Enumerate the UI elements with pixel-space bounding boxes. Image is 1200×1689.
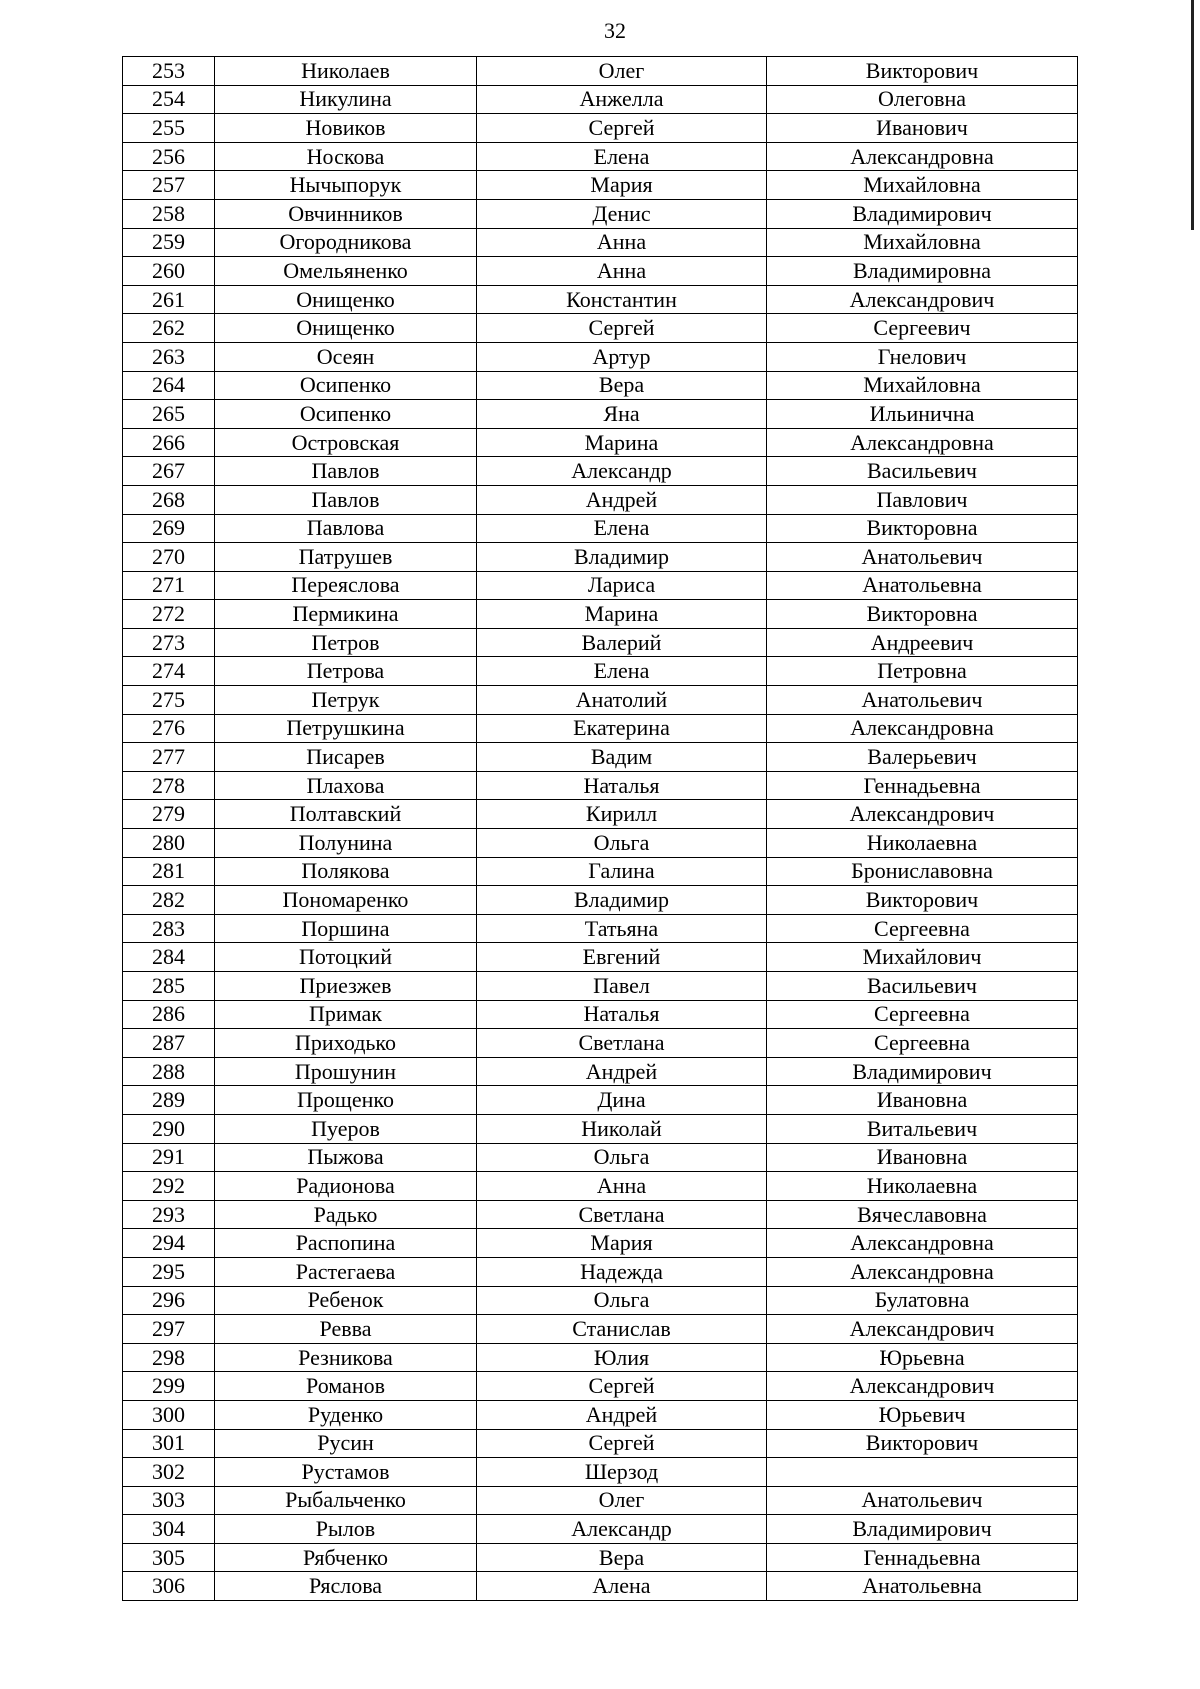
patronymic-cell: Викторовна (767, 514, 1078, 543)
row-number-cell: 281 (123, 857, 215, 886)
first-name-cell: Мария (477, 1229, 767, 1258)
row-number-cell: 262 (123, 314, 215, 343)
patronymic-cell: Александровна (767, 142, 1078, 171)
last-name-cell: Павлов (215, 485, 477, 514)
last-name-cell: Онищенко (215, 285, 477, 314)
table-row (123, 1400, 1078, 1429)
patronymic-cell: Андреевич (767, 628, 1078, 657)
last-name-cell: Осеян (215, 342, 477, 371)
patronymic-cell: Владимировна (767, 257, 1078, 286)
row-number-cell: 305 (123, 1543, 215, 1572)
last-name-cell: Полунина (215, 829, 477, 858)
first-name-cell: Галина (477, 857, 767, 886)
row-number-cell: 283 (123, 914, 215, 943)
first-name-cell: Денис (477, 199, 767, 228)
last-name-cell: Радионова (215, 1172, 477, 1201)
row-number-cell: 301 (123, 1429, 215, 1458)
row-number-cell: 270 (123, 543, 215, 572)
table-row (123, 400, 1078, 429)
row-number-cell: 287 (123, 1029, 215, 1058)
patronymic-cell: Александрович (767, 1372, 1078, 1401)
patronymic-cell: Юрьевна (767, 1343, 1078, 1372)
row-number-cell: 285 (123, 972, 215, 1001)
first-name-cell: Константин (477, 285, 767, 314)
patronymic-cell: Владимирович (767, 1057, 1078, 1086)
row-number-cell: 294 (123, 1229, 215, 1258)
last-name-cell: Овчинников (215, 199, 477, 228)
row-number-cell: 280 (123, 829, 215, 858)
row-number-cell: 293 (123, 1200, 215, 1229)
patronymic-cell: Александровна (767, 714, 1078, 743)
table-row (123, 714, 1078, 743)
first-name-cell: Сергей (477, 1372, 767, 1401)
table-row (123, 257, 1078, 286)
row-number-cell: 263 (123, 342, 215, 371)
row-number-cell: 266 (123, 428, 215, 457)
first-name-cell: Яна (477, 400, 767, 429)
first-name-cell: Анжелла (477, 85, 767, 114)
last-name-cell: Петрук (215, 686, 477, 715)
row-number-cell: 268 (123, 485, 215, 514)
first-name-cell: Олег (477, 57, 767, 86)
patronymic-cell: Владимирович (767, 199, 1078, 228)
row-number-cell: 269 (123, 514, 215, 543)
last-name-cell: Прошунин (215, 1057, 477, 1086)
patronymic-cell: Сергеевич (767, 314, 1078, 343)
last-name-cell: Полтавский (215, 800, 477, 829)
row-number-cell: 273 (123, 628, 215, 657)
table-row (123, 285, 1078, 314)
first-name-cell: Станислав (477, 1315, 767, 1344)
first-name-cell: Вадим (477, 743, 767, 772)
last-name-cell: Нычыпорук (215, 171, 477, 200)
patronymic-cell: Иванович (767, 114, 1078, 143)
last-name-cell: Распопина (215, 1229, 477, 1258)
row-number-cell: 260 (123, 257, 215, 286)
last-name-cell: Рябченко (215, 1543, 477, 1572)
row-number-cell: 257 (123, 171, 215, 200)
patronymic-cell: Брониславовна (767, 857, 1078, 886)
row-number-cell: 259 (123, 228, 215, 257)
first-name-cell: Елена (477, 142, 767, 171)
table-row (123, 743, 1078, 772)
row-number-cell: 304 (123, 1515, 215, 1544)
table-row (123, 914, 1078, 943)
first-name-cell: Анна (477, 228, 767, 257)
first-name-cell: Ольга (477, 1286, 767, 1315)
row-number-cell: 275 (123, 686, 215, 715)
patronymic-cell: Михайлович (767, 943, 1078, 972)
patronymic-cell: Ильинична (767, 400, 1078, 429)
last-name-cell: Осипенко (215, 371, 477, 400)
row-number-cell: 286 (123, 1000, 215, 1029)
row-number-cell: 284 (123, 943, 215, 972)
last-name-cell: Носкова (215, 142, 477, 171)
table-row (123, 85, 1078, 114)
table-row (123, 1172, 1078, 1201)
table-row (123, 800, 1078, 829)
row-number-cell: 300 (123, 1400, 215, 1429)
first-name-cell: Павел (477, 972, 767, 1001)
patronymic-cell: Сергеевна (767, 1029, 1078, 1058)
first-name-cell: Анна (477, 257, 767, 286)
patronymic-cell: Александрович (767, 285, 1078, 314)
last-name-cell: Пермикина (215, 600, 477, 629)
last-name-cell: Островская (215, 428, 477, 457)
row-number-cell: 277 (123, 743, 215, 772)
table-row (123, 514, 1078, 543)
last-name-cell: Потоцкий (215, 943, 477, 972)
patronymic-cell: Петровна (767, 657, 1078, 686)
row-number-cell: 292 (123, 1172, 215, 1201)
table-row (123, 1229, 1078, 1258)
row-number-cell: 253 (123, 57, 215, 86)
table-row (123, 199, 1078, 228)
first-name-cell: Алена (477, 1572, 767, 1601)
row-number-cell: 254 (123, 85, 215, 114)
last-name-cell: Рустамов (215, 1458, 477, 1487)
table-row (123, 485, 1078, 514)
table-row (123, 857, 1078, 886)
first-name-cell: Марина (477, 600, 767, 629)
last-name-cell: Плахова (215, 771, 477, 800)
first-name-cell: Кирилл (477, 800, 767, 829)
table-row (123, 1543, 1078, 1572)
last-name-cell: Николаев (215, 57, 477, 86)
table-row (123, 657, 1078, 686)
last-name-cell: Ряслова (215, 1572, 477, 1601)
first-name-cell: Александр (477, 457, 767, 486)
table-row (123, 1515, 1078, 1544)
table-row (123, 600, 1078, 629)
table-row (123, 314, 1078, 343)
table-row (123, 1200, 1078, 1229)
first-name-cell: Сергей (477, 1429, 767, 1458)
first-name-cell: Евгений (477, 943, 767, 972)
patronymic-cell: Павлович (767, 485, 1078, 514)
row-number-cell: 288 (123, 1057, 215, 1086)
row-number-cell: 295 (123, 1257, 215, 1286)
first-name-cell: Олег (477, 1486, 767, 1515)
first-name-cell: Татьяна (477, 914, 767, 943)
table-row (123, 943, 1078, 972)
patronymic-cell (767, 1458, 1078, 1487)
first-name-cell: Ольга (477, 829, 767, 858)
first-name-cell: Андрей (477, 1400, 767, 1429)
patronymic-cell: Викторович (767, 1429, 1078, 1458)
last-name-cell: Рыбальченко (215, 1486, 477, 1515)
row-number-cell: 299 (123, 1372, 215, 1401)
table-row (123, 1086, 1078, 1115)
first-name-cell: Мария (477, 171, 767, 200)
table-row (123, 171, 1078, 200)
patronymic-cell: Булатовна (767, 1286, 1078, 1315)
first-name-cell: Анатолий (477, 686, 767, 715)
row-number-cell: 298 (123, 1343, 215, 1372)
patronymic-cell: Александровна (767, 428, 1078, 457)
scan-edge-mark (1191, 0, 1194, 230)
first-name-cell: Вера (477, 371, 767, 400)
patronymic-cell: Анатольевна (767, 571, 1078, 600)
row-number-cell: 296 (123, 1286, 215, 1315)
last-name-cell: Романов (215, 1372, 477, 1401)
row-number-cell: 282 (123, 886, 215, 915)
table-row (123, 1000, 1078, 1029)
first-name-cell: Наталья (477, 1000, 767, 1029)
first-name-cell: Андрей (477, 1057, 767, 1086)
last-name-cell: Примак (215, 1000, 477, 1029)
patronymic-cell: Анатольевич (767, 1486, 1078, 1515)
patronymic-cell: Геннадьевна (767, 771, 1078, 800)
first-name-cell: Вера (477, 1543, 767, 1572)
patronymic-cell: Николаевна (767, 1172, 1078, 1201)
table-row (123, 1143, 1078, 1172)
patronymic-cell: Витальевич (767, 1114, 1078, 1143)
patronymic-cell: Ивановна (767, 1086, 1078, 1115)
patronymic-cell: Геннадьевна (767, 1543, 1078, 1572)
table-row (123, 1343, 1078, 1372)
patronymic-cell: Анатольевич (767, 543, 1078, 572)
table-row (123, 1458, 1078, 1487)
patronymic-cell: Васильевич (767, 457, 1078, 486)
last-name-cell: Радько (215, 1200, 477, 1229)
first-name-cell: Наталья (477, 771, 767, 800)
last-name-cell: Ребенок (215, 1286, 477, 1315)
row-number-cell: 272 (123, 600, 215, 629)
first-name-cell: Владимир (477, 543, 767, 572)
first-name-cell: Екатерина (477, 714, 767, 743)
first-name-cell: Светлана (477, 1200, 767, 1229)
row-number-cell: 271 (123, 571, 215, 600)
last-name-cell: Павлов (215, 457, 477, 486)
row-number-cell: 303 (123, 1486, 215, 1515)
patronymic-cell: Александровна (767, 1257, 1078, 1286)
table-row (123, 1257, 1078, 1286)
last-name-cell: Приходько (215, 1029, 477, 1058)
table-row (123, 1286, 1078, 1315)
last-name-cell: Пономаренко (215, 886, 477, 915)
table-row (123, 972, 1078, 1001)
first-name-cell: Сергей (477, 314, 767, 343)
patronymic-cell: Гнелович (767, 342, 1078, 371)
table-row (123, 886, 1078, 915)
patronymic-cell: Сергеевна (767, 914, 1078, 943)
first-name-cell: Лариса (477, 571, 767, 600)
first-name-cell: Шерзод (477, 1458, 767, 1487)
table-row (123, 342, 1078, 371)
patronymic-cell: Александрович (767, 1315, 1078, 1344)
first-name-cell: Светлана (477, 1029, 767, 1058)
first-name-cell: Николай (477, 1114, 767, 1143)
patronymic-cell: Михайловна (767, 228, 1078, 257)
last-name-cell: Поршина (215, 914, 477, 943)
names-table-body (123, 57, 1078, 1601)
last-name-cell: Растегаева (215, 1257, 477, 1286)
row-number-cell: 261 (123, 285, 215, 314)
first-name-cell: Александр (477, 1515, 767, 1544)
row-number-cell: 255 (123, 114, 215, 143)
table-row (123, 686, 1078, 715)
patronymic-cell: Сергеевна (767, 1000, 1078, 1029)
table-row (123, 228, 1078, 257)
last-name-cell: Петрушкина (215, 714, 477, 743)
table-row (123, 1429, 1078, 1458)
row-number-cell: 256 (123, 142, 215, 171)
table-row (123, 57, 1078, 86)
row-number-cell: 274 (123, 657, 215, 686)
table-row (123, 1057, 1078, 1086)
page-number: 32 (604, 18, 626, 43)
table-row (123, 543, 1078, 572)
last-name-cell: Полякова (215, 857, 477, 886)
table-row (123, 114, 1078, 143)
patronymic-cell: Николаевна (767, 829, 1078, 858)
table-row (123, 771, 1078, 800)
last-name-cell: Переяслова (215, 571, 477, 600)
row-number-cell: 297 (123, 1315, 215, 1344)
table-row (123, 1486, 1078, 1515)
row-number-cell: 306 (123, 1572, 215, 1601)
first-name-cell: Надежда (477, 1257, 767, 1286)
first-name-cell: Анна (477, 1172, 767, 1201)
patronymic-cell: Викторович (767, 57, 1078, 86)
last-name-cell: Омельяненко (215, 257, 477, 286)
table-row (123, 428, 1078, 457)
patronymic-cell: Михайловна (767, 371, 1078, 400)
patronymic-cell: Викторовна (767, 600, 1078, 629)
first-name-cell: Сергей (477, 114, 767, 143)
table-row (123, 1572, 1078, 1601)
first-name-cell: Елена (477, 657, 767, 686)
first-name-cell: Ольга (477, 1143, 767, 1172)
last-name-cell: Пыжова (215, 1143, 477, 1172)
patronymic-cell: Викторович (767, 886, 1078, 915)
table-row (123, 628, 1078, 657)
patronymic-cell: Анатольевна (767, 1572, 1078, 1601)
row-number-cell: 291 (123, 1143, 215, 1172)
last-name-cell: Никулина (215, 85, 477, 114)
row-number-cell: 267 (123, 457, 215, 486)
last-name-cell: Огородникова (215, 228, 477, 257)
first-name-cell: Андрей (477, 485, 767, 514)
row-number-cell: 264 (123, 371, 215, 400)
last-name-cell: Рылов (215, 1515, 477, 1544)
patronymic-cell: Ивановна (767, 1143, 1078, 1172)
table-row (123, 457, 1078, 486)
row-number-cell: 279 (123, 800, 215, 829)
patronymic-cell: Анатольевич (767, 686, 1078, 715)
first-name-cell: Марина (477, 428, 767, 457)
last-name-cell: Петров (215, 628, 477, 657)
first-name-cell: Валерий (477, 628, 767, 657)
row-number-cell: 276 (123, 714, 215, 743)
first-name-cell: Дина (477, 1086, 767, 1115)
patronymic-cell: Олеговна (767, 85, 1078, 114)
last-name-cell: Патрушев (215, 543, 477, 572)
last-name-cell: Резникова (215, 1343, 477, 1372)
row-number-cell: 302 (123, 1458, 215, 1487)
last-name-cell: Русин (215, 1429, 477, 1458)
row-number-cell: 278 (123, 771, 215, 800)
table-row (123, 571, 1078, 600)
last-name-cell: Павлова (215, 514, 477, 543)
last-name-cell: Руденко (215, 1400, 477, 1429)
row-number-cell: 265 (123, 400, 215, 429)
first-name-cell: Артур (477, 342, 767, 371)
last-name-cell: Приезжев (215, 972, 477, 1001)
patronymic-cell: Валерьевич (767, 743, 1078, 772)
patronymic-cell: Васильевич (767, 972, 1078, 1001)
row-number-cell: 258 (123, 199, 215, 228)
last-name-cell: Осипенко (215, 400, 477, 429)
patronymic-cell: Александровна (767, 1229, 1078, 1258)
patronymic-cell: Юрьевич (767, 1400, 1078, 1429)
names-table (122, 56, 1078, 1601)
table-row (123, 1315, 1078, 1344)
last-name-cell: Писарев (215, 743, 477, 772)
table-row (123, 1114, 1078, 1143)
last-name-cell: Прощенко (215, 1086, 477, 1115)
patronymic-cell: Михайловна (767, 171, 1078, 200)
first-name-cell: Юлия (477, 1343, 767, 1372)
row-number-cell: 289 (123, 1086, 215, 1115)
last-name-cell: Ревва (215, 1315, 477, 1344)
patronymic-cell: Вячеславовна (767, 1200, 1078, 1229)
last-name-cell: Новиков (215, 114, 477, 143)
last-name-cell: Онищенко (215, 314, 477, 343)
table-row (123, 142, 1078, 171)
table-row (123, 829, 1078, 858)
patronymic-cell: Владимирович (767, 1515, 1078, 1544)
table-row (123, 371, 1078, 400)
table-row (123, 1372, 1078, 1401)
table-row (123, 1029, 1078, 1058)
row-number-cell: 290 (123, 1114, 215, 1143)
first-name-cell: Владимир (477, 886, 767, 915)
first-name-cell: Елена (477, 514, 767, 543)
last-name-cell: Пуеров (215, 1114, 477, 1143)
patronymic-cell: Александрович (767, 800, 1078, 829)
last-name-cell: Петрова (215, 657, 477, 686)
